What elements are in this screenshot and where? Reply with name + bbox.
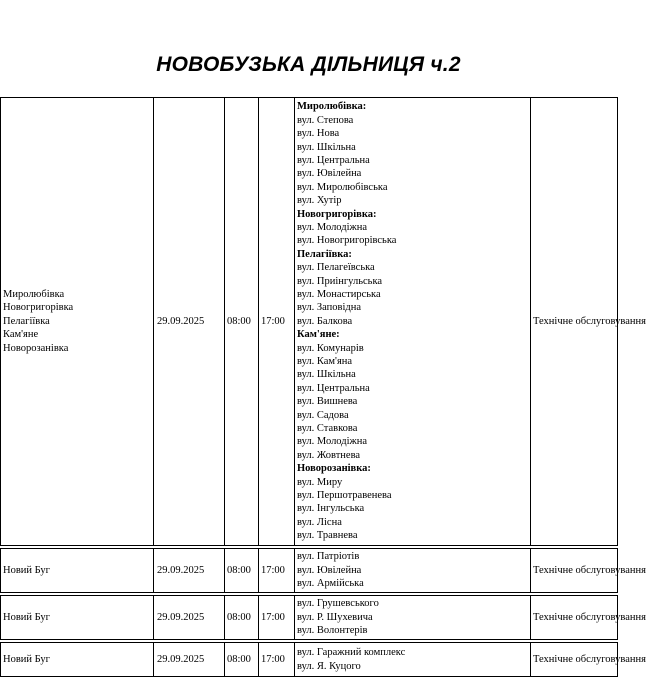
streets-cell (295, 549, 531, 593)
street-name: вул. Жовтнева (297, 449, 361, 461)
street-name: вул. Центральна (297, 154, 370, 166)
street-name: вул. Шкільна (297, 141, 356, 153)
table-row (1, 643, 618, 677)
street-name: вул. Ювілейна (297, 564, 362, 576)
date-cell: 29.09.2025 (154, 596, 225, 640)
settlement-name: Новий Буг (3, 564, 50, 576)
end-time-cell: 17:00 (259, 643, 295, 677)
table-row (1, 549, 618, 593)
settlement-header: Новорозанівка: (297, 463, 371, 475)
street-name: вул. Заповідна (297, 302, 362, 314)
settlements-cell (1, 98, 154, 546)
work-type-cell: Технічне обслуговування (531, 643, 618, 677)
street-name: вул. Нова (297, 128, 340, 140)
street-name: вул. Травнева (297, 530, 358, 542)
street-name: вул. Балкова (297, 315, 353, 327)
street-name: вул. Лісна (297, 516, 342, 528)
date-cell: 29.09.2025 (154, 643, 225, 677)
schedule-table-body (1, 98, 646, 677)
street-name: вул. Монастирська (297, 288, 381, 300)
date-cell: 29.09.2025 (154, 98, 225, 546)
street-name: вул. Я. Куцого (297, 660, 361, 672)
street-name: вул. Новогригорівська (297, 235, 397, 247)
street-name: вул. Вишнева (297, 396, 358, 408)
street-name: вул. Миру (297, 476, 343, 488)
street-name: вул. Молодіжна (297, 436, 368, 448)
street-name: вул. Гаражний комплекс (297, 647, 406, 659)
work-type-cell: Технічне обслуговування (531, 549, 618, 593)
street-name: вул. Степова (297, 114, 354, 126)
settlement-name: Новогригорівка (3, 302, 74, 314)
streets-cell (295, 98, 531, 546)
start-time-cell: 08:00 (225, 98, 259, 546)
settlement-header: Кам'яне: (297, 329, 340, 341)
work-type-cell: Технічне обслуговування (531, 596, 618, 640)
settlements-cell (1, 549, 154, 593)
street-name: вул. Шкільна (297, 369, 356, 381)
street-name: вул. Р. Шухевича (297, 611, 373, 623)
street-name: вул. Кам'яна (297, 356, 353, 368)
settlement-header: Пелагіївка: (297, 248, 352, 260)
street-name: вул. Грушевського (297, 598, 379, 610)
settlement-name: Пелагіївка (3, 315, 50, 327)
end-time-cell: 17:00 (259, 98, 295, 546)
settlements-cell (1, 643, 154, 677)
street-name: вул. Центральна (297, 382, 370, 394)
street-name: вул. Ставкова (297, 423, 358, 435)
street-name: вул. Садова (297, 409, 349, 421)
page-title: НОВОБУЗЬКА ДІЛЬНИЦЯ ч.2 (156, 53, 461, 76)
settlement-name: Кам'яне (3, 329, 39, 341)
work-type-cell: Технічне обслуговування (531, 98, 618, 546)
street-name: вул. Патріотів (297, 551, 360, 563)
street-name: вул. Приінгульська (297, 275, 383, 287)
schedule-table (0, 97, 646, 677)
street-name: вул. Молодіжна (297, 221, 368, 233)
street-name: вул. Інгульська (297, 503, 365, 515)
start-time-cell: 08:00 (225, 643, 259, 677)
street-name: вул. Миролюбівська (297, 181, 388, 193)
end-time-cell: 17:00 (259, 596, 295, 640)
street-name: вул. Хутір (297, 195, 342, 207)
settlement-name: Новий Буг (3, 653, 50, 665)
streets-cell (295, 596, 531, 640)
settlement-header: Миролюбівка: (297, 101, 367, 113)
settlements-cell (1, 596, 154, 640)
street-name: вул. Армійська (297, 578, 364, 590)
table-row (1, 596, 618, 640)
street-name: вул. Волонтерів (297, 625, 368, 637)
table-row (1, 98, 618, 546)
settlement-name: Новий Буг (3, 611, 50, 623)
streets-cell (295, 643, 531, 677)
start-time-cell: 08:00 (225, 596, 259, 640)
settlement-name: Новорозанівка (3, 342, 69, 354)
date-cell: 29.09.2025 (154, 549, 225, 593)
end-time-cell: 17:00 (259, 549, 295, 593)
street-name: вул. Комунарів (297, 342, 364, 354)
street-name: вул. Пелагеївська (297, 262, 375, 274)
street-name: вул. Ювілейна (297, 168, 362, 180)
start-time-cell: 08:00 (225, 549, 259, 593)
settlement-header: Новогригорівка: (297, 208, 377, 220)
street-name: вул. Першотравенева (297, 490, 392, 502)
settlement-name: Миролюбівка (3, 288, 65, 300)
